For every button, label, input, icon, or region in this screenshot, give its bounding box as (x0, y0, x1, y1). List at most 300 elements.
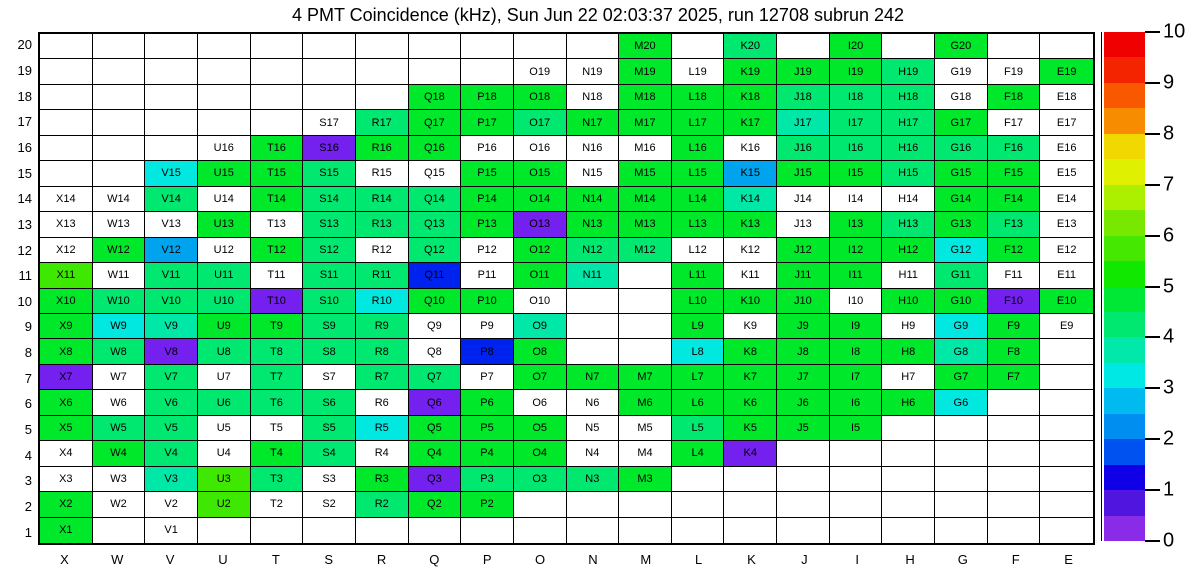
empty-cell (1040, 441, 1093, 466)
colorbar-tick-label-0: 0 (1163, 529, 1175, 552)
cell-S5: S5 (303, 416, 356, 441)
colorbar-tick-6 (1145, 235, 1160, 237)
colorbar-segment (1104, 363, 1145, 388)
colorbar-tick-1 (1145, 489, 1160, 491)
cell-W13: W13 (93, 212, 146, 237)
cell-P10: P10 (461, 289, 514, 314)
cell-J8: J8 (777, 339, 830, 364)
cell-O8: O8 (514, 339, 567, 364)
cell-X5: X5 (40, 416, 93, 441)
colorbar-tick-8 (1145, 133, 1160, 135)
empty-cell (882, 518, 935, 543)
row-label-16: 16 (17, 139, 32, 155)
empty-cell (356, 59, 409, 84)
empty-cell (1040, 34, 1093, 59)
cell-S2: S2 (303, 492, 356, 517)
empty-cell (672, 492, 725, 517)
cell-J11: J11 (777, 263, 830, 288)
cell-T13: T13 (251, 212, 304, 237)
cell-E18: E18 (1040, 85, 1093, 110)
cell-O7: O7 (514, 365, 567, 390)
empty-cell (40, 59, 93, 84)
cell-O16: O16 (514, 136, 567, 161)
cell-R5: R5 (356, 416, 409, 441)
cell-X1: X1 (40, 518, 93, 543)
cell-G12: G12 (935, 238, 988, 263)
cell-P3: P3 (461, 467, 514, 492)
cell-T8: T8 (251, 339, 304, 364)
cell-T14: T14 (251, 187, 304, 212)
colorbar-tick-label-1: 1 (1163, 478, 1175, 501)
empty-cell (145, 85, 198, 110)
cell-G11: G11 (935, 263, 988, 288)
empty-cell (988, 416, 1041, 441)
empty-cell (988, 518, 1041, 543)
cell-O18: O18 (514, 85, 567, 110)
cell-R4: R4 (356, 441, 409, 466)
empty-cell (145, 34, 198, 59)
cell-P11: P11 (461, 263, 514, 288)
colorbar-tick-label-9: 9 (1163, 71, 1175, 94)
row-label-15: 15 (17, 165, 32, 181)
empty-cell (303, 85, 356, 110)
cell-N3: N3 (567, 467, 620, 492)
empty-cell (1040, 339, 1093, 364)
cell-V3: V3 (145, 467, 198, 492)
empty-cell (461, 59, 514, 84)
cell-H8: H8 (882, 339, 935, 364)
cell-R15: R15 (356, 161, 409, 186)
cell-X6: X6 (40, 390, 93, 415)
cell-E17: E17 (1040, 110, 1093, 135)
cell-L14: L14 (672, 187, 725, 212)
cell-U11: U11 (198, 263, 251, 288)
empty-cell (777, 492, 830, 517)
cell-P14: P14 (461, 187, 514, 212)
cell-H18: H18 (882, 85, 935, 110)
cell-V2: V2 (145, 492, 198, 517)
cell-P2: P2 (461, 492, 514, 517)
cell-W3: W3 (93, 467, 146, 492)
cell-S3: S3 (303, 467, 356, 492)
cell-L7: L7 (672, 365, 725, 390)
empty-cell (409, 59, 462, 84)
cell-V10: V10 (145, 289, 198, 314)
cell-P15: P15 (461, 161, 514, 186)
cell-Q18: Q18 (409, 85, 462, 110)
empty-cell (567, 339, 620, 364)
cell-F19: F19 (988, 59, 1041, 84)
colorbar-segment (1104, 490, 1145, 515)
cell-I14: I14 (830, 187, 883, 212)
cell-I20: I20 (830, 34, 883, 59)
empty-cell (251, 59, 304, 84)
cell-N12: N12 (567, 238, 620, 263)
cell-I6: I6 (830, 390, 883, 415)
cell-M6: M6 (619, 390, 672, 415)
cell-E13: E13 (1040, 212, 1093, 237)
empty-cell (198, 85, 251, 110)
colorbar-tick-9 (1145, 82, 1160, 84)
cell-L8: L8 (672, 339, 725, 364)
empty-cell (251, 34, 304, 59)
cell-E15: E15 (1040, 161, 1093, 186)
cell-N5: N5 (567, 416, 620, 441)
cell-G15: G15 (935, 161, 988, 186)
cell-R14: R14 (356, 187, 409, 212)
colorbar-tick-label-4: 4 (1163, 325, 1175, 348)
cell-X14: X14 (40, 187, 93, 212)
row-label-2: 2 (24, 499, 32, 514)
empty-cell (935, 518, 988, 543)
empty-cell (935, 492, 988, 517)
colorbar-segment (1104, 210, 1145, 235)
empty-cell (1040, 492, 1093, 517)
empty-cell (93, 161, 146, 186)
cell-N19: N19 (567, 59, 620, 84)
cell-O11: O11 (514, 263, 567, 288)
empty-cell (40, 136, 93, 161)
cell-O17: O17 (514, 110, 567, 135)
cell-T2: T2 (251, 492, 304, 517)
cell-J16: J16 (777, 136, 830, 161)
empty-cell (40, 161, 93, 186)
cell-I5: I5 (830, 416, 883, 441)
cell-H6: H6 (882, 390, 935, 415)
cell-U13: U13 (198, 212, 251, 237)
colorbar-segment (1104, 57, 1145, 82)
cell-M14: M14 (619, 187, 672, 212)
row-label-3: 3 (24, 473, 32, 489)
row-label-19: 19 (17, 62, 32, 78)
cell-H17: H17 (882, 110, 935, 135)
cell-V15: V15 (145, 161, 198, 186)
cell-V7: V7 (145, 365, 198, 390)
colorbar-tick-7 (1145, 184, 1160, 186)
empty-cell (1040, 390, 1093, 415)
cell-L12: L12 (672, 238, 725, 263)
empty-cell (619, 518, 672, 543)
cell-G14: G14 (935, 187, 988, 212)
empty-cell (1040, 416, 1093, 441)
cell-Q13: Q13 (409, 212, 462, 237)
cell-R10: R10 (356, 289, 409, 314)
empty-cell (724, 518, 777, 543)
empty-cell (356, 34, 409, 59)
cell-M4: M4 (619, 441, 672, 466)
empty-cell (619, 492, 672, 517)
empty-cell (145, 136, 198, 161)
cell-W6: W6 (93, 390, 146, 415)
colorbar-segment (1104, 261, 1145, 286)
colorbar-tick-label-2: 2 (1163, 427, 1175, 450)
empty-cell (40, 110, 93, 135)
cell-U7: U7 (198, 365, 251, 390)
cell-F16: F16 (988, 136, 1041, 161)
cell-V4: V4 (145, 441, 198, 466)
cell-I10: I10 (830, 289, 883, 314)
cell-P13: P13 (461, 212, 514, 237)
cell-U16: U16 (198, 136, 251, 161)
row-label-6: 6 (24, 396, 32, 412)
cell-F17: F17 (988, 110, 1041, 135)
cell-J12: J12 (777, 238, 830, 263)
cell-H10: H10 (882, 289, 935, 314)
empty-cell (672, 518, 725, 543)
empty-cell (567, 34, 620, 59)
cell-U15: U15 (198, 161, 251, 186)
cell-S14: S14 (303, 187, 356, 212)
cell-E10: E10 (1040, 289, 1093, 314)
empty-cell (672, 34, 725, 59)
colorbar-segment (1104, 516, 1145, 541)
cell-X13: X13 (40, 212, 93, 237)
cell-U5: U5 (198, 416, 251, 441)
col-label-J: J (801, 551, 808, 567)
cell-G20: G20 (935, 34, 988, 59)
cell-G17: G17 (935, 110, 988, 135)
cell-E19: E19 (1040, 59, 1093, 84)
cell-G8: G8 (935, 339, 988, 364)
cell-O15: O15 (514, 161, 567, 186)
colorbar-tick-3 (1145, 387, 1160, 389)
empty-cell (303, 59, 356, 84)
empty-cell (777, 34, 830, 59)
cell-S11: S11 (303, 263, 356, 288)
empty-cell (882, 34, 935, 59)
cell-Q11: Q11 (409, 263, 462, 288)
cell-N14: N14 (567, 187, 620, 212)
empty-cell (198, 59, 251, 84)
cell-I11: I11 (830, 263, 883, 288)
cell-M17: M17 (619, 110, 672, 135)
col-label-F: F (1011, 551, 1020, 567)
cell-K10: K10 (724, 289, 777, 314)
cell-V5: V5 (145, 416, 198, 441)
cell-W8: W8 (93, 339, 146, 364)
empty-cell (567, 289, 620, 314)
cell-U14: U14 (198, 187, 251, 212)
cell-I18: I18 (830, 85, 883, 110)
empty-cell (830, 467, 883, 492)
cell-O3: O3 (514, 467, 567, 492)
cell-H16: H16 (882, 136, 935, 161)
cell-V8: V8 (145, 339, 198, 364)
empty-cell (93, 85, 146, 110)
cell-J9: J9 (777, 314, 830, 339)
cell-N18: N18 (567, 85, 620, 110)
cell-L16: L16 (672, 136, 725, 161)
cell-Q2: Q2 (409, 492, 462, 517)
cell-W4: W4 (93, 441, 146, 466)
row-label-11: 11 (18, 268, 32, 284)
empty-cell (303, 34, 356, 59)
colorbar-tick-2 (1145, 438, 1160, 440)
cell-J18: J18 (777, 85, 830, 110)
cell-T7: T7 (251, 365, 304, 390)
col-label-T: T (271, 551, 280, 567)
cell-W9: W9 (93, 314, 146, 339)
cell-T10: T10 (251, 289, 304, 314)
cell-J19: J19 (777, 59, 830, 84)
col-label-L: L (694, 551, 703, 567)
cell-T12: T12 (251, 238, 304, 263)
cell-M19: M19 (619, 59, 672, 84)
cell-R6: R6 (356, 390, 409, 415)
empty-cell (619, 263, 672, 288)
cell-Q9: Q9 (409, 314, 462, 339)
cell-Q17: Q17 (409, 110, 462, 135)
cell-E14: E14 (1040, 187, 1093, 212)
cell-U12: U12 (198, 238, 251, 263)
cell-T9: T9 (251, 314, 304, 339)
empty-cell (93, 136, 146, 161)
cell-O19: O19 (514, 59, 567, 84)
cell-L5: L5 (672, 416, 725, 441)
cell-L11: L11 (672, 263, 725, 288)
cell-G6: G6 (935, 390, 988, 415)
empty-cell (988, 390, 1041, 415)
cell-I19: I19 (830, 59, 883, 84)
cell-K16: K16 (724, 136, 777, 161)
cell-Q12: Q12 (409, 238, 462, 263)
colorbar-axis-line (1101, 32, 1102, 541)
empty-cell (461, 34, 514, 59)
colorbar-segment (1104, 337, 1145, 362)
empty-cell (1040, 467, 1093, 492)
cell-S12: S12 (303, 238, 356, 263)
cell-G7: G7 (935, 365, 988, 390)
cell-T16: T16 (251, 136, 304, 161)
empty-cell (777, 441, 830, 466)
empty-cell (303, 518, 356, 543)
cell-V14: V14 (145, 187, 198, 212)
cell-X3: X3 (40, 467, 93, 492)
cell-Q3: Q3 (409, 467, 462, 492)
empty-cell (777, 467, 830, 492)
empty-cell (145, 59, 198, 84)
cell-J6: J6 (777, 390, 830, 415)
cell-F13: F13 (988, 212, 1041, 237)
cell-P16: P16 (461, 136, 514, 161)
heatmap-grid (38, 32, 1095, 545)
cell-O9: O9 (514, 314, 567, 339)
empty-cell (251, 110, 304, 135)
empty-cell (830, 518, 883, 543)
cell-T4: T4 (251, 441, 304, 466)
cell-X9: X9 (40, 314, 93, 339)
cell-F12: F12 (988, 238, 1041, 263)
cell-V11: V11 (145, 263, 198, 288)
empty-cell (988, 34, 1041, 59)
empty-cell (93, 59, 146, 84)
cell-I13: I13 (830, 212, 883, 237)
empty-cell (619, 289, 672, 314)
colorbar-segment (1104, 83, 1145, 108)
cell-F11: F11 (988, 263, 1041, 288)
empty-cell (145, 110, 198, 135)
cell-K13: K13 (724, 212, 777, 237)
col-label-X: X (60, 551, 69, 567)
cell-I17: I17 (830, 110, 883, 135)
cell-R7: R7 (356, 365, 409, 390)
cell-Q7: Q7 (409, 365, 462, 390)
col-label-U: U (218, 551, 228, 567)
row-label-12: 12 (17, 242, 32, 258)
cell-L6: L6 (672, 390, 725, 415)
cell-V6: V6 (145, 390, 198, 415)
cell-E11: E11 (1040, 263, 1093, 288)
cell-P6: P6 (461, 390, 514, 415)
cell-M3: M3 (619, 467, 672, 492)
col-label-K: K (747, 551, 756, 567)
empty-cell (409, 518, 462, 543)
chart-title: 4 PMT Coincidence (kHz), Sun Jun 22 02:03:37 2025, run 12708 subrun 242 (291, 5, 905, 25)
cell-M7: M7 (619, 365, 672, 390)
cell-F7: F7 (988, 365, 1041, 390)
cell-S10: S10 (303, 289, 356, 314)
cell-X10: X10 (40, 289, 93, 314)
cell-L18: L18 (672, 85, 725, 110)
col-label-Q: Q (429, 551, 440, 567)
empty-cell (935, 441, 988, 466)
cell-N7: N7 (567, 365, 620, 390)
cell-I9: I9 (830, 314, 883, 339)
empty-cell (830, 492, 883, 517)
cell-S4: S4 (303, 441, 356, 466)
cell-H12: H12 (882, 238, 935, 263)
cell-G18: G18 (935, 85, 988, 110)
cell-M16: M16 (619, 136, 672, 161)
cell-K14: K14 (724, 187, 777, 212)
row-label-20: 20 (17, 37, 32, 53)
cell-X11: X11 (40, 263, 93, 288)
colorbar-segment (1104, 465, 1145, 490)
cell-K7: K7 (724, 365, 777, 390)
cell-M13: M13 (619, 212, 672, 237)
cell-L13: L13 (672, 212, 725, 237)
empty-cell (619, 314, 672, 339)
row-label-18: 18 (17, 88, 32, 104)
cell-Q16: Q16 (409, 136, 462, 161)
cell-P8: P8 (461, 339, 514, 364)
col-label-E: E (1064, 551, 1073, 567)
cell-I16: I16 (830, 136, 883, 161)
cell-L10: L10 (672, 289, 725, 314)
cell-K12: K12 (724, 238, 777, 263)
cell-R8: R8 (356, 339, 409, 364)
empty-cell (567, 518, 620, 543)
empty-cell (988, 467, 1041, 492)
cell-S9: S9 (303, 314, 356, 339)
colorbar-segment (1104, 236, 1145, 261)
row-label-14: 14 (17, 191, 32, 207)
empty-cell (40, 85, 93, 110)
empty-cell (830, 441, 883, 466)
cell-I8: I8 (830, 339, 883, 364)
empty-cell (724, 467, 777, 492)
empty-cell (1040, 365, 1093, 390)
cell-R16: R16 (356, 136, 409, 161)
cell-I12: I12 (830, 238, 883, 263)
cell-P9: P9 (461, 314, 514, 339)
cell-U8: U8 (198, 339, 251, 364)
colorbar-segment (1104, 439, 1145, 464)
col-label-V: V (165, 551, 175, 567)
cell-F14: F14 (988, 187, 1041, 212)
cell-M5: M5 (619, 416, 672, 441)
cell-R3: R3 (356, 467, 409, 492)
